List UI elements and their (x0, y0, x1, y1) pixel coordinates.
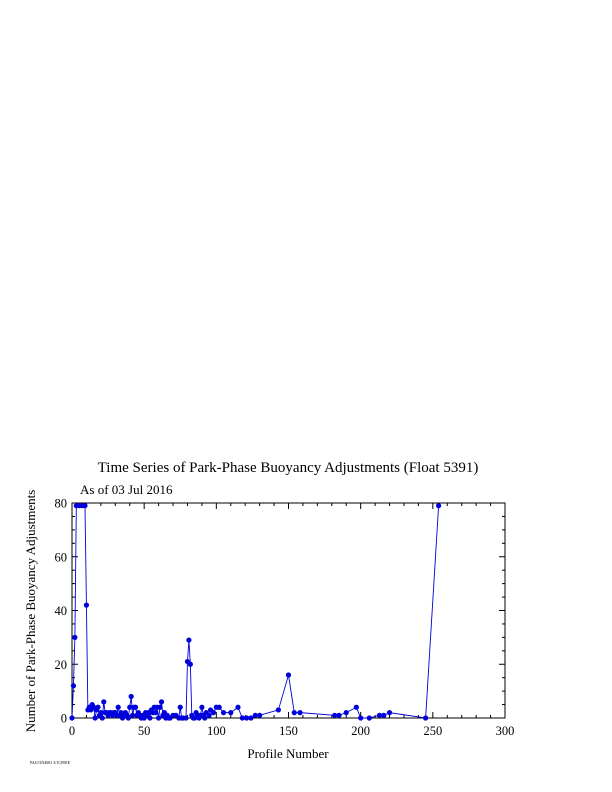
data-point (153, 710, 158, 715)
data-point (188, 662, 193, 667)
data-point (101, 699, 106, 704)
data-point (367, 715, 372, 720)
data-point (147, 715, 152, 720)
data-point (207, 713, 212, 718)
y-tick-label: 40 (54, 604, 67, 618)
data-point (436, 503, 441, 508)
data-point (286, 672, 291, 677)
data-point (159, 699, 164, 704)
data-point (344, 710, 349, 715)
y-tick-label: 0 (60, 711, 67, 726)
data-point (157, 705, 162, 710)
data-point (92, 715, 97, 720)
data-point (71, 683, 76, 688)
x-tick-label: 50 (137, 724, 151, 738)
data-point (82, 503, 87, 508)
data-point (69, 715, 74, 720)
data-point (84, 603, 89, 608)
footer-code: PAG?2N4081 3/1CF0EE (30, 760, 71, 765)
data-point (387, 710, 392, 715)
data-point (248, 715, 253, 720)
data-point (228, 710, 233, 715)
y-tick-label: 80 (54, 496, 67, 511)
y-tick-label: 60 (54, 550, 67, 565)
x-tick-label: 150 (279, 724, 298, 738)
plot-frame (72, 503, 505, 718)
data-point (423, 715, 428, 720)
data-point (354, 705, 359, 710)
x-tick-label: 0 (68, 724, 76, 738)
chart-subtitle: As of 03 Jul 2016 (80, 482, 173, 497)
data-point (199, 705, 204, 710)
x-tick-label: 250 (423, 724, 443, 738)
data-point (336, 713, 341, 718)
data-point (257, 713, 262, 718)
y-axis-label: Number of Park-Phase Buoyancy Adjustments (23, 489, 38, 733)
x-tick-label: 100 (206, 724, 226, 738)
data-point (276, 707, 281, 712)
data-series (69, 503, 441, 721)
data-point (183, 715, 188, 720)
data-point (178, 705, 183, 710)
data-point (221, 710, 226, 715)
data-point (129, 694, 134, 699)
x-axis (69, 503, 515, 738)
data-point (297, 710, 302, 715)
x-tick-label: 300 (495, 724, 515, 738)
data-point (358, 715, 363, 720)
data-point (95, 705, 100, 710)
data-point (217, 705, 222, 710)
data-point (126, 715, 131, 720)
chart-title: Time Series of Park-Phase Buoyancy Adjustments (Float 5391) (97, 460, 479, 476)
data-point (202, 715, 207, 720)
data-point (235, 705, 240, 710)
data-point (381, 713, 386, 718)
x-axis-label: Profile Number (247, 746, 329, 761)
data-point (116, 705, 121, 710)
data-point (133, 705, 138, 710)
x-tick-label: 200 (351, 724, 371, 738)
data-point (100, 715, 105, 720)
y-tick-label: 20 (54, 657, 67, 672)
data-point (292, 710, 297, 715)
data-point (72, 635, 77, 640)
data-point (211, 710, 216, 715)
data-point (156, 715, 161, 720)
data-point (186, 637, 191, 642)
series-line (72, 506, 439, 718)
